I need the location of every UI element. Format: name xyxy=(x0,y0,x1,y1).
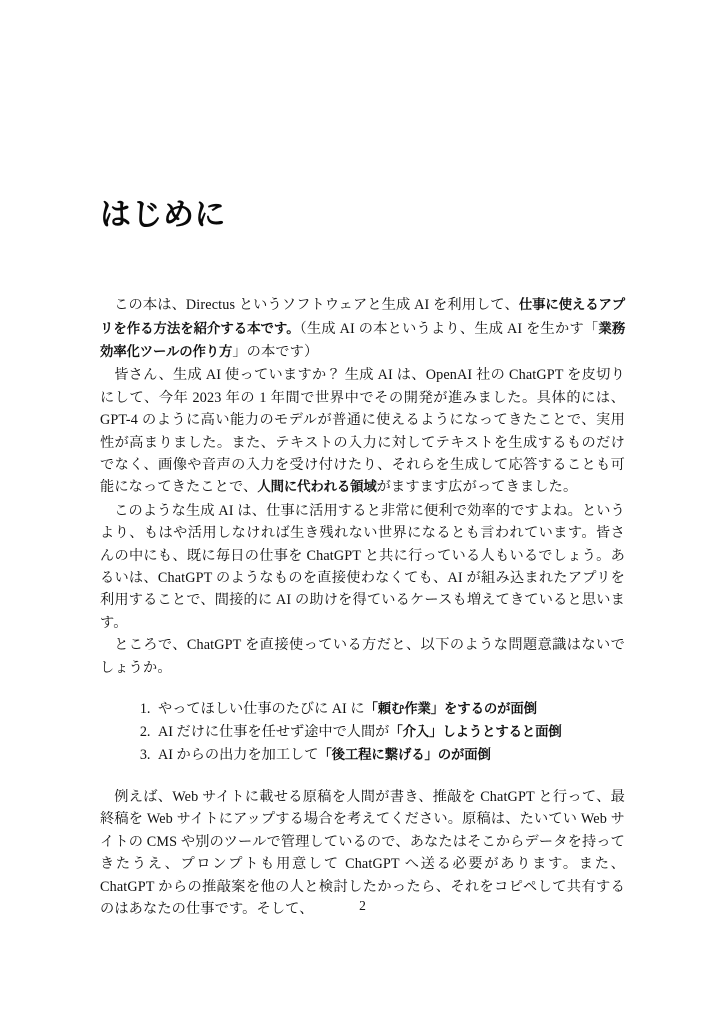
paragraph-intro-about-book xyxy=(100,294,625,364)
bold-run: 「介入」しようとすると面倒 xyxy=(389,725,562,740)
paragraph-chatgpt-question xyxy=(100,634,625,679)
issue-list xyxy=(100,698,625,767)
bold-run: 業務効率化ツールの作り方 xyxy=(100,321,625,360)
bold-run: 仕事に使えるアプリを作る方法を紹介する本です。 xyxy=(100,298,626,337)
page-number: 2 xyxy=(359,898,366,913)
text-run: AI からの出力を加工して xyxy=(158,747,319,763)
text-run: 皆さん、生成 AI 使っていますか？ 生成 AI は、OpenAI 社の ChatGPT を皮切りにして、今年 2023 年の 1 年間で世界中でその開発が進みました。具体的には、GPT-4 のように高い能力のモデルが普通に使えるようになってきたことで、実用性が高まりました。また、テキストの入力に対してテキストを生成するものだけでなく、画像や音声の入力を受け付けたり、それらを生成して応答することも可能になってきたことで、 xyxy=(100,367,625,496)
text-run: 」の本です） xyxy=(232,343,319,360)
bold-run: 人間に代われる領域 xyxy=(257,480,377,496)
paragraph-generative-ai-overview xyxy=(100,364,625,499)
bold-run: 「後工程に繋げる」のが面倒 xyxy=(318,748,491,763)
text-run: AI だけに仕事を任せず途中で人間が xyxy=(158,724,390,740)
text-run: がますます広がってきました。 xyxy=(376,479,578,496)
bold-run: 「頼む作業」をするのが面倒 xyxy=(364,702,537,717)
list-item xyxy=(154,744,625,767)
page-title: はじめに xyxy=(100,197,226,233)
paragraph-ai-usefulness xyxy=(100,500,625,634)
text-run: （生成 AI の本というより、生成 AI を生かす「 xyxy=(299,320,599,337)
text-run: やってほしい仕事のたびに AI に xyxy=(158,701,365,717)
text-run: この本は、Directus というソフトウェアと生成 AI を利用して、 xyxy=(114,297,519,314)
text-run: 例えば、Web サイトに載せる原稿を人間が書き、推敲を ChatGPT と行って、最終稿を Web サイトにアップする場合を考えてください。原稿は、たいてい Web サイトの CMS や別のツールで管理しているので、あなたはそこからデータを持ってきたうえ、プロンプトも用意して ChatGPT へ送る必要があります。また、ChatGPT からの推敲案を他の人と検討したかったら、それをコピペして共有するのはあなたの仕事です。そして、 xyxy=(100,789,625,918)
text-run: このような生成 AI は、仕事に活用すると非常に便利で効率的ですよね。というより、もはや活用しなければ生き残れない世界になるとも言われています。皆さんの中にも、既に毎日の仕事を ChatGPT と共に行っている人もいるでしょう。あるいは、ChatGPT のようなものを直接使わなくても、AI が組み込まれたアプリを利用することで、間接的に AI の助けを得ているケースも増えてきていると思います。 xyxy=(100,502,625,631)
body-text-block xyxy=(100,294,625,920)
page-content-column xyxy=(100,0,625,920)
text-run: ところで、ChatGPT を直接使っている方だと、以下のような問題意識はないでしょうか。 xyxy=(100,637,625,676)
list-item xyxy=(154,698,625,721)
list-item xyxy=(154,721,625,744)
